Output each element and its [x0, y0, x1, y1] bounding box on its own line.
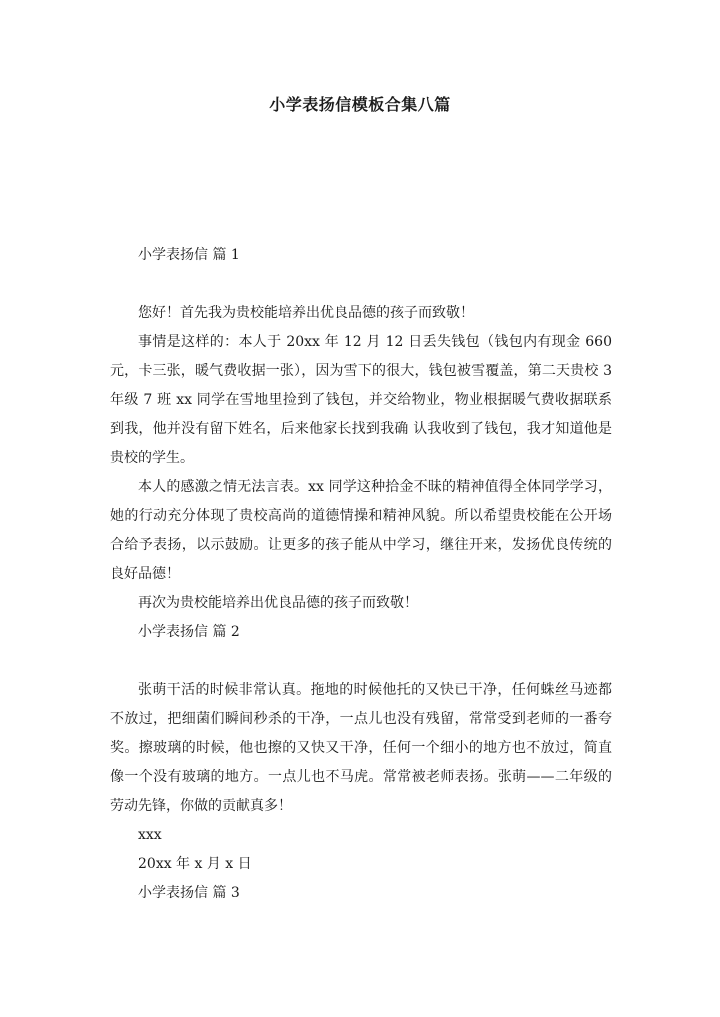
- date-line: 20xx 年 x 月 x 日: [138, 856, 252, 872]
- paragraph-praise: 张萌干活的时候非常认真。拖地的时候他托的又快已干净，任何蛛丝马迹都不放过，把细菌们瞬间秒杀的干净，一点儿也没有残留，常常受到老师的一番夸奖。擦玻璃的时候，他也擦的又快又干净，任何一个细小的地方也不放过，简直像一个没有玻璃的地方。一点儿也不马虎。常常被老师表扬。张萌——二年级的劳动先锋，你做的贡献真多！: [110, 682, 612, 814]
- paragraph-gratitude: 本人的感激之情无法言表。xx 同学这种拾金不昧的精神值得全体同学学习，她的行动充分体现了贵校高尚的道德情操和精神风貌。所以希望贵校能在公开场合给予表扬，以示鼓励。让更多的孩子能从中学习，继往开来，发扬优良传统的良好品德！: [110, 479, 612, 582]
- signature: xxx: [138, 827, 162, 843]
- spacer: [110, 647, 612, 676]
- paragraph-closing: 再次为贵校能培养出优良品德的孩子而致敬！: [138, 595, 418, 611]
- paragraph-greeting: 您好！首先我为贵校能培养出优良品德的孩子而致敬！: [138, 305, 474, 321]
- section-heading-3: 小学表扬信 篇 3: [138, 885, 240, 901]
- document-title: 小学表扬信模板合集八篇: [269, 95, 451, 114]
- paragraph-story: 事情是这样的：本人于 20xx 年 12 月 12 日丢失钱包（钱包内有现金 660 元，卡三张，暖气费收据一张），因为雪下的很大，钱包被雪覆盖，第二天贵校 3 年级 7 班 xx 同学在雪地里捡到了钱包，并交给物业，物业根据暖气费收据联系到我，他并没有留下姓名，后来他家长找到我确 认我收到了钱包，我才知道他是贵校的学生。: [110, 334, 612, 466]
- section-heading-2: 小学表扬信 篇 2: [138, 624, 240, 640]
- spacer: [110, 270, 612, 299]
- section-heading-1: 小学表扬信 篇 1: [138, 247, 240, 263]
- document-body: [110, 241, 612, 908]
